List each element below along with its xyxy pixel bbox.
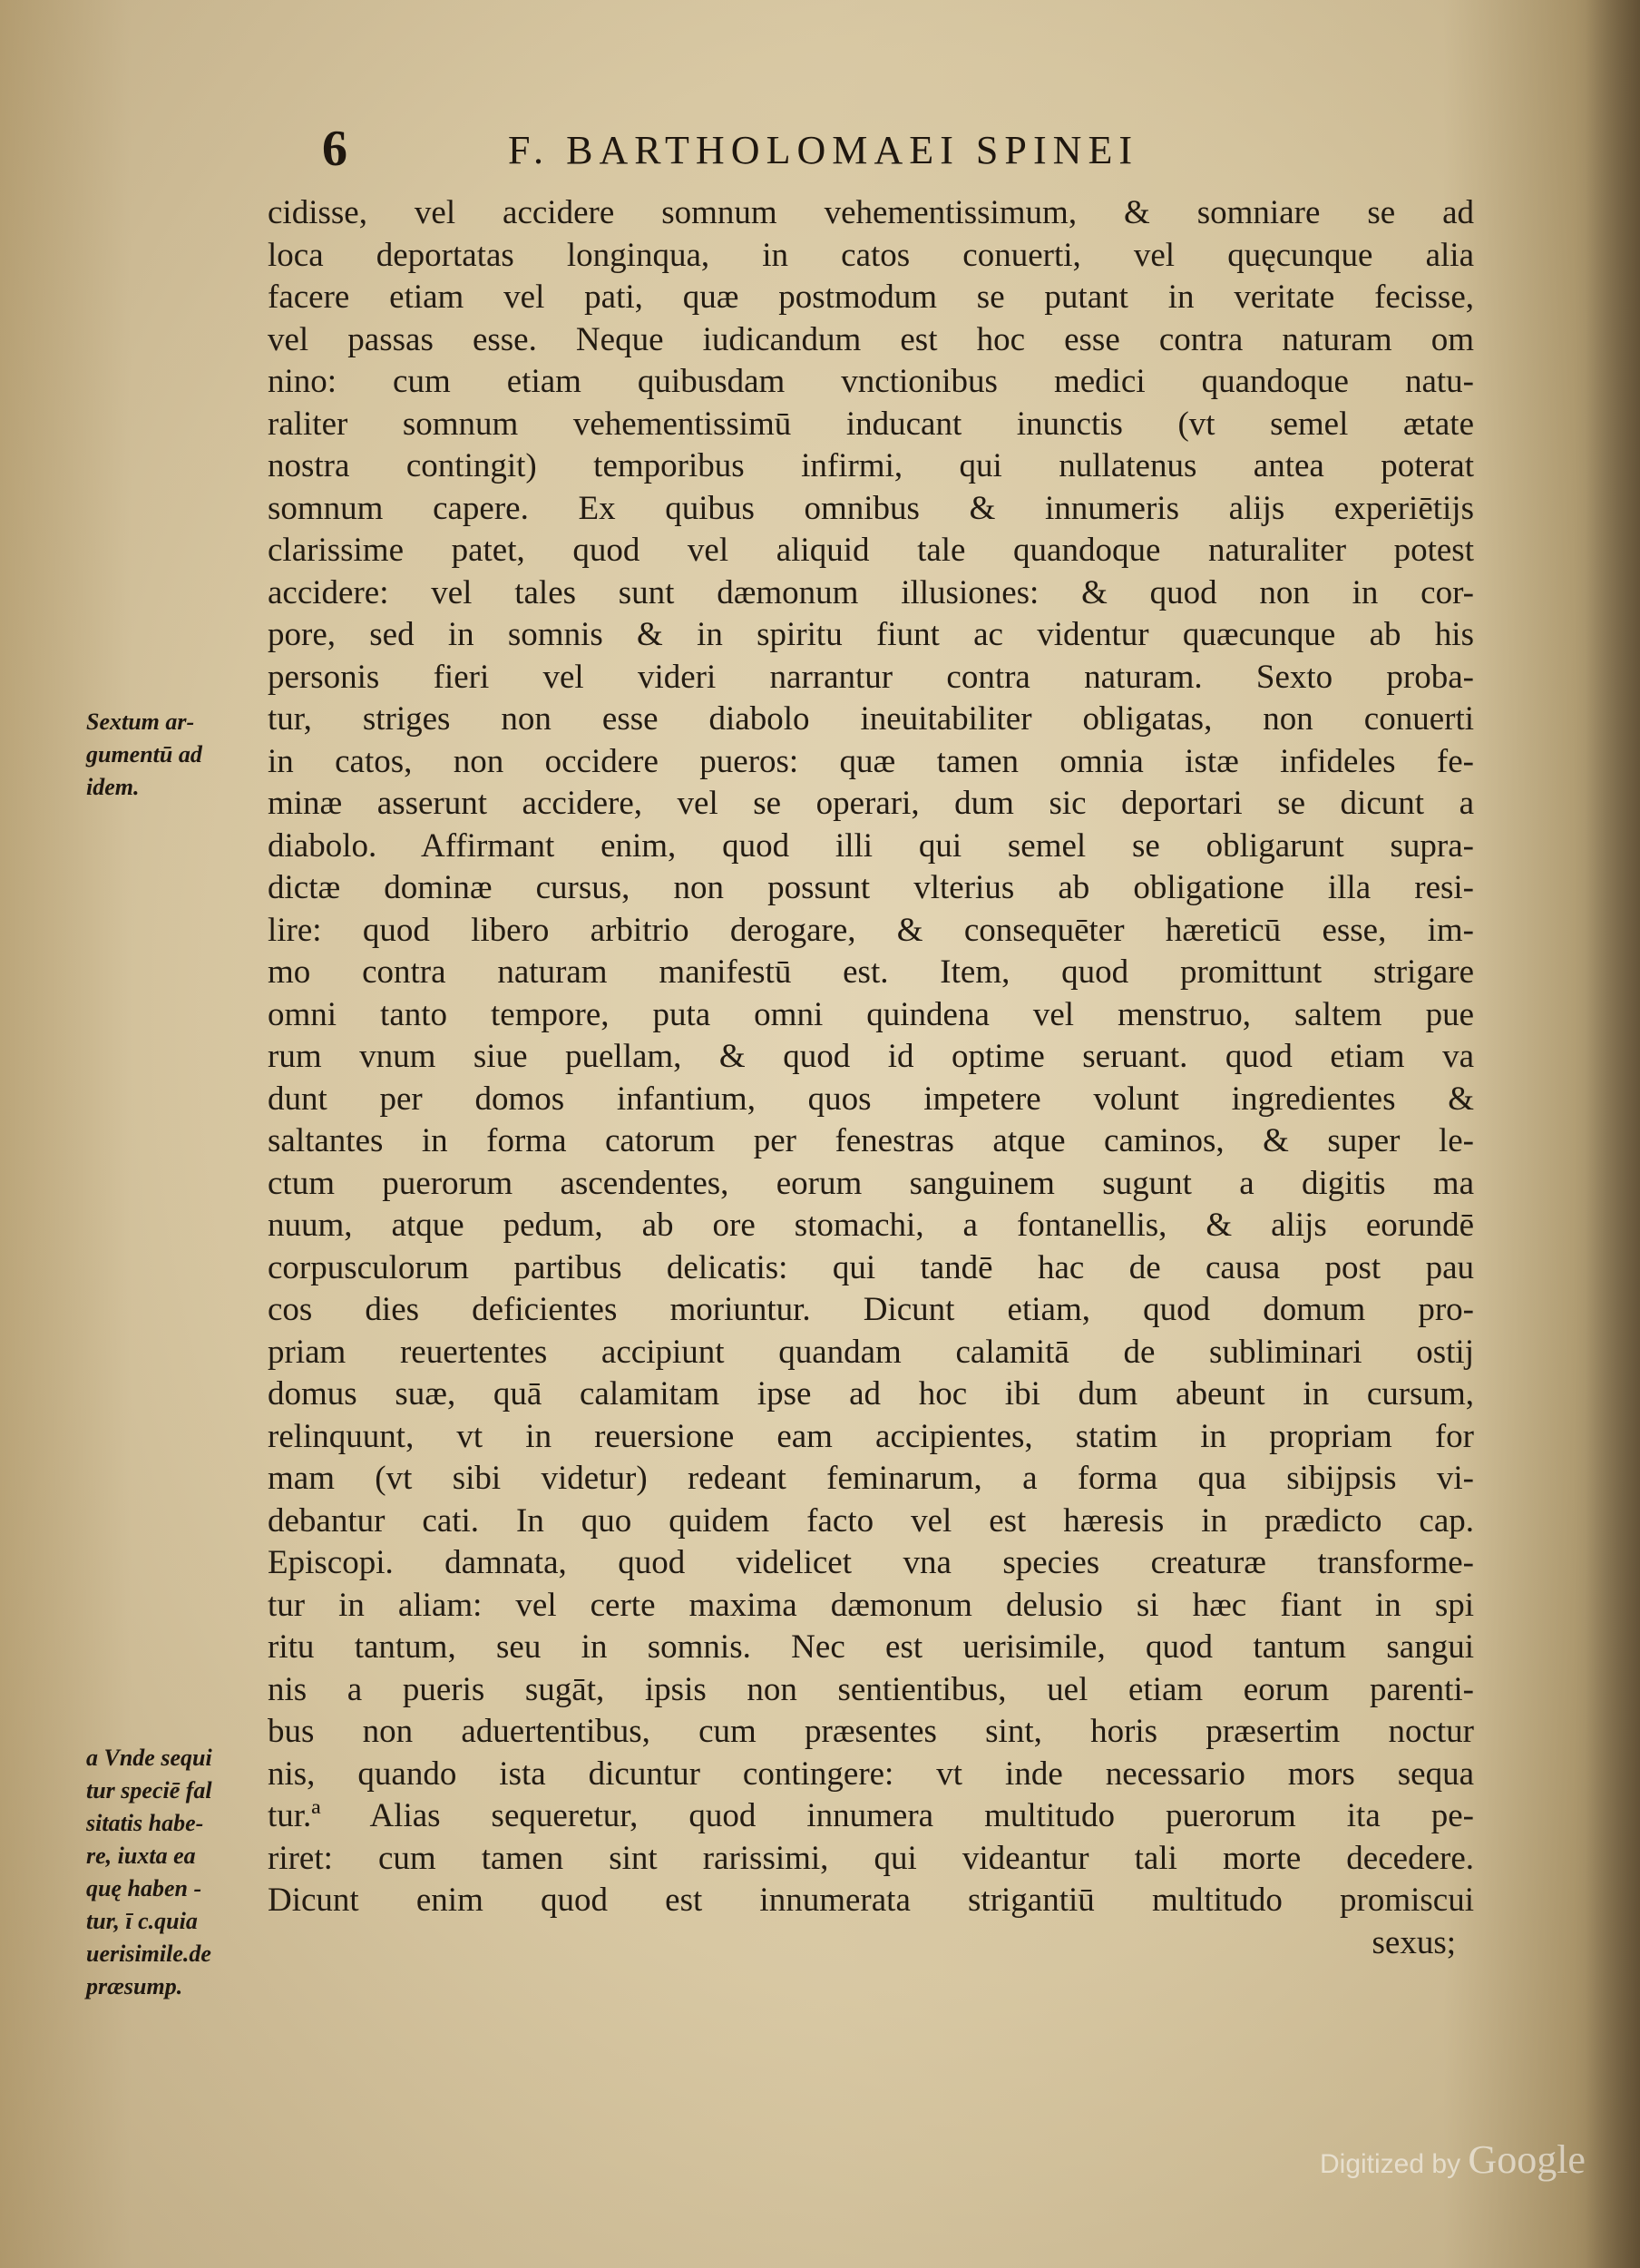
margin-note-line: tur, ī c.quia [86,1908,198,1934]
margin-note-vnde [86,1742,268,2003]
text-line: mo contra naturam manifestū est. Item, quod promittunt strigare [268,953,1474,991]
margin-note-line: re, iuxta ea [86,1843,196,1869]
text-line: omni tanto tempore, puta omni quindena vel menstruo, saltem pue [268,995,1474,1033]
text-line: bus non aduertentibus, cum præsentes sint, horis præsertim noctur [268,1713,1474,1750]
text-line: dunt per domos infantium, quos impetere volunt ingredientes & [268,1080,1474,1118]
text-line: vel passas esse. Neque iudicandum est hoc esse contra naturam om [268,320,1474,358]
text-line: nostra contingit) temporibus infirmi, qui nullatenus antea poterat [268,447,1474,484]
text-line: somnum capere. Ex quibus omnibus & innumeris alijs experiētijs [268,489,1474,527]
text-line: raliter somnum vehementissimū inducant inunctis (vt semel ætate [268,405,1474,443]
margin-note-line: Sextum ar- [86,709,195,735]
margin-note-line: præsump. [86,1973,183,1999]
text-line: tur in aliam: vel certe maxima dæmonum delusio si hæc fiant in spi [268,1586,1474,1624]
text-line: dictæ dominæ cursus, non possunt vlterius ab obligatione illa resi- [268,869,1474,906]
watermark-prefix: Digitized by [1320,2149,1461,2179]
text-line: saltantes in forma catorum per fenestras atque caminos, & super le- [268,1122,1474,1159]
margin-note-line: idem. [86,774,140,800]
text-line: sexus; [1372,1923,1456,1961]
text-line: diabolo. Affirmant enim, quod illi qui semel se obligarunt supra- [268,826,1474,865]
text-line: Dicunt enim quod est innumerata strigantiū multitudo promiscui [268,1882,1474,1919]
text-line: accidere: vel tales sunt dæmonum illusiones: & quod non in cor- [268,573,1474,611]
gutter-shadow [1586,0,1640,2268]
text-line: corpusculorum partibus delicatis: qui tandē hac de causa post pau [268,1248,1474,1286]
text-line: Episcopi. damnata, quod videlicet vna species creaturæ transforme- [268,1544,1474,1581]
text-line: lire: quod libero arbitrio derogare, & consequēter hæreticū esse, im- [268,911,1474,949]
text-line: clarissime patet, quod vel aliquid tale quandoque naturaliter potest [268,532,1474,569]
text-line: tur, striges non esse diabolo ineuitabiliter obligatas, non conuerti [268,700,1474,738]
text-line: minæ asserunt accidere, vel se operari, dum sic deportari se dicunt a [268,785,1474,822]
text-line: rum vnum siue puellam, & quod id optime seruant. quod etiam va [268,1038,1474,1075]
text-line: ritu tantum, seu in somnis. Nec est uerisimile, quod tantum sangui [268,1628,1474,1666]
body-text [268,192,1474,1964]
text-line: nuum, atque pedum, ab ore stomachi, a fontanellis, & alijs eorundē [268,1207,1474,1244]
text-line: cos dies deficientes moriuntur. Dicunt etiam, quod domum pro- [268,1291,1474,1328]
text-line: nino: cum etiam quibusdam vnctionibus medici quandoque natu- [268,363,1474,400]
margin-note-line: a Vnde sequi [86,1745,212,1771]
margin-note-line: gumentū ad [86,741,202,767]
page-number: 6 [322,121,347,177]
text-line: facere etiam vel pati, quæ postmodum se putant in veritate fecisse, [268,279,1474,316]
text-line: debantur cati. In quo quidem facto vel est hæresis in prædicto cap. [268,1501,1474,1540]
margin-note-line: quę haben - [86,1875,202,1901]
text-line: loca deportatas longinqua, in catos conuerti, vel quęcunque alia [268,236,1474,274]
text-line: relinquunt, vt in reuersione eam accipientes, statim in propriam for [268,1417,1474,1455]
watermark-brand: Google [1468,2137,1586,2182]
text-line: tur.ª Alias sequeretur, quod innumera multitudo puerorum ita pe- [268,1797,1474,1834]
text-line: cidisse, vel accidere somnum vehementissimum, & somniare se ad [268,194,1474,231]
running-title: F. BARTHOLOMAEI SPINEI [508,128,1139,172]
margin-note-line: uerisimile.de [86,1941,211,1967]
text-line: in catos, non occidere pueros: quæ tamen omnia istæ infideles fe- [268,742,1474,780]
margin-note-line: sitatis habe- [86,1810,204,1836]
text-line: mam (vt sibi videtur) redeant feminarum, a forma qua sibijpsis vi- [268,1460,1474,1497]
text-line: nis a pueris sugāt, ipsis non sentientibus, uel etiam eorum parenti- [268,1670,1474,1708]
text-line: ctum puerorum ascendentes, eorum sanguinem sugunt a digitis ma [268,1164,1474,1202]
text-line: nis, quando ista dicuntur contingere: vt inde necessario mors sequa [268,1755,1474,1793]
margin-note-line: tur speciē fal [86,1777,212,1804]
text-line: riret: cum tamen sint rarissimi, qui videantur tali morte decedere. [268,1839,1474,1877]
text-line: pore, sed in somnis & in spiritu fiunt ac videntur quæcunque ab his [268,616,1474,653]
text-line: priam reuertentes accipiunt quandam calamitā de subliminari ostij [268,1333,1474,1371]
text-line: personis fieri vel videri narrantur contra naturam. Sexto proba- [268,658,1474,696]
margin-note-sextum [86,706,268,804]
digitized-watermark [1320,2136,1586,2183]
text-line: domus suæ, quā calamitam ipse ad hoc ibi dum abeunt in cursum, [268,1375,1474,1413]
